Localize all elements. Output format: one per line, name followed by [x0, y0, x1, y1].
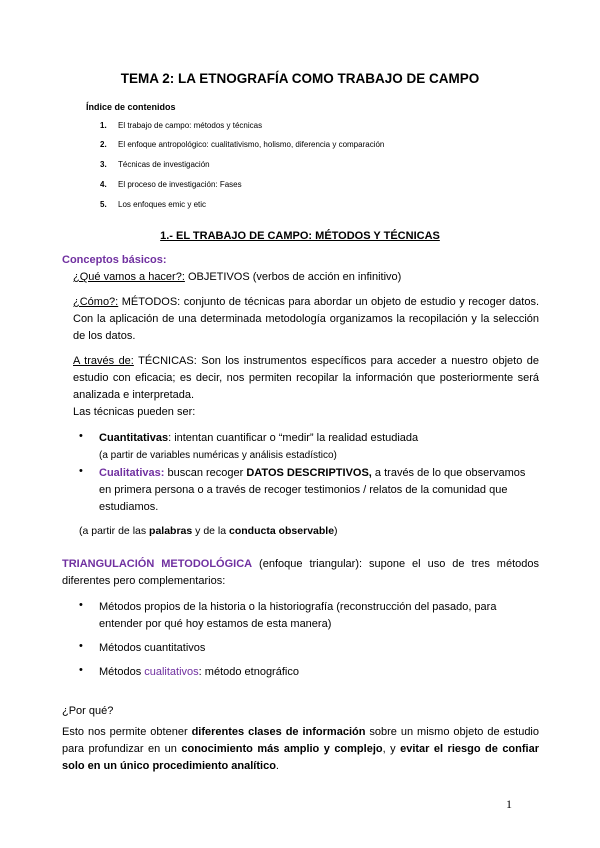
cuantitativas-note: (a partir de variables numéricas y análisis estadístico): [99, 450, 337, 461]
triangulacion-item: [99, 664, 299, 681]
porque-paragraph: [62, 724, 539, 775]
section-heading-text: 1.- EL TRABAJO DE CAMPO: MÉTODOS Y TÉCNICAS: [160, 230, 440, 242]
cualitativas-bold: DATOS DESCRIPTIVOS,: [246, 467, 372, 479]
bullet-icon: •: [79, 465, 83, 477]
toc-text: El trabajo de campo: métodos y técnicas: [118, 121, 263, 130]
bullet-icon: •: [79, 430, 83, 442]
toc-text: El proceso de investigación: Fases: [118, 180, 242, 189]
porque-text: Esto nos permite obtener: [62, 726, 192, 738]
triangulacion-text: (enfoque triangular): supone el uso de tres métodos diferentes pero complementarios:: [62, 558, 539, 587]
traves-text: TÉCNICAS: Son los instrumentos específicos para acceder a nuestro objeto de estudio con eficacia; es decir, nos permiten recopilar la información que posteriormente será analizada e interpretada.: [73, 355, 540, 401]
porque-question: ¿Por qué?: [62, 705, 114, 717]
toc-text: Técnicas de investigación: [118, 160, 210, 169]
observable-note: [79, 523, 338, 540]
toc-number: 3.: [100, 160, 107, 169]
note-pre: (a partir de las: [79, 525, 150, 537]
triangulacion-item: Métodos cuantitativos: [99, 642, 206, 654]
porque-text: sobre un mismo objeto de estudio para profundizar en un: [62, 726, 539, 755]
porque-bold: conocimiento más amplio y complejo: [181, 743, 383, 755]
como-text: MÉTODOS: conjunto de técnicas para abordar un objeto de estudio y recoger datos. Con la aplicación de una determinada metodología organizamos la recopilación y la selección de los datos.: [73, 296, 539, 342]
traves-label: A través de:: [73, 355, 134, 367]
traves-paragraph: [73, 353, 539, 404]
toc-text: El enfoque antropológico: cualitativismo, holismo, diferencia y comparación: [118, 140, 385, 149]
item-pre: Métodos: [99, 666, 145, 678]
cualitativas-text2: a través de lo que observamos en primera persona o a través de recoger testimonios / relatos de la comunidad que estudiamos.: [99, 467, 526, 513]
index-heading: Índice de contenidos: [86, 102, 176, 112]
toc-number: 1.: [100, 121, 107, 130]
bullet-icon: •: [79, 599, 83, 611]
porque-bold: diferentes clases de información: [191, 726, 366, 738]
triangulacion-paragraph: [62, 556, 539, 590]
note-palabras: palabras: [149, 525, 193, 537]
toc-number: 5.: [100, 200, 107, 209]
cualitativas-text1: buscan recoger: [164, 467, 247, 479]
como-label: ¿Cómo?:: [73, 296, 119, 308]
bullet-icon: •: [79, 640, 83, 652]
cuantitativas-text: : intentan cuantificar o “medir” la realidad estudiada: [168, 432, 419, 444]
toc-number: 4.: [100, 180, 107, 189]
como-paragraph: [73, 294, 539, 345]
triangulacion-term: TRIANGULACIÓN METODOLÓGICA: [62, 558, 253, 570]
porque-text: .: [275, 760, 279, 772]
porque-bold: evitar el riesgo de confiar solo en un único procedimiento analítico: [62, 743, 539, 772]
note-post: ): [334, 525, 338, 537]
que-label: ¿Qué vamos a hacer?:: [73, 271, 185, 283]
page-number: 1: [506, 797, 512, 811]
cualitativas-item: [99, 465, 539, 516]
que-paragraph: [73, 269, 401, 286]
page-title: TEMA 2: LA ETNOGRAFÍA COMO TRABAJO DE CAMPO: [120, 71, 480, 86]
note-conducta: conducta observable: [229, 525, 335, 537]
toc-text: Los enfoques emic y etic: [118, 200, 207, 209]
item-post: : método etnográfico: [198, 666, 299, 678]
item-highlight: cualitativos: [144, 666, 199, 678]
cualitativas-term: Cualitativas:: [99, 467, 165, 479]
tecnicas-intro: Las técnicas pueden ser:: [73, 406, 196, 418]
section-heading: [0, 230, 600, 242]
note-mid: y de la: [192, 525, 230, 537]
porque-text: , y: [382, 743, 401, 755]
conceptos-heading: Conceptos básicos:: [62, 254, 167, 266]
toc-number: 2.: [100, 140, 107, 149]
triangulacion-item: Métodos propios de la historia o la historiografía (reconstrucción del pasado, para entender por qué hoy estamos de esta manera): [99, 601, 497, 630]
que-text: OBJETIVOS (verbos de acción en infinitivo): [184, 271, 402, 283]
bullet-icon: •: [79, 664, 83, 676]
cuantitativas-term: Cuantitativas: [99, 432, 169, 444]
cuantitativas-item: [99, 430, 418, 447]
